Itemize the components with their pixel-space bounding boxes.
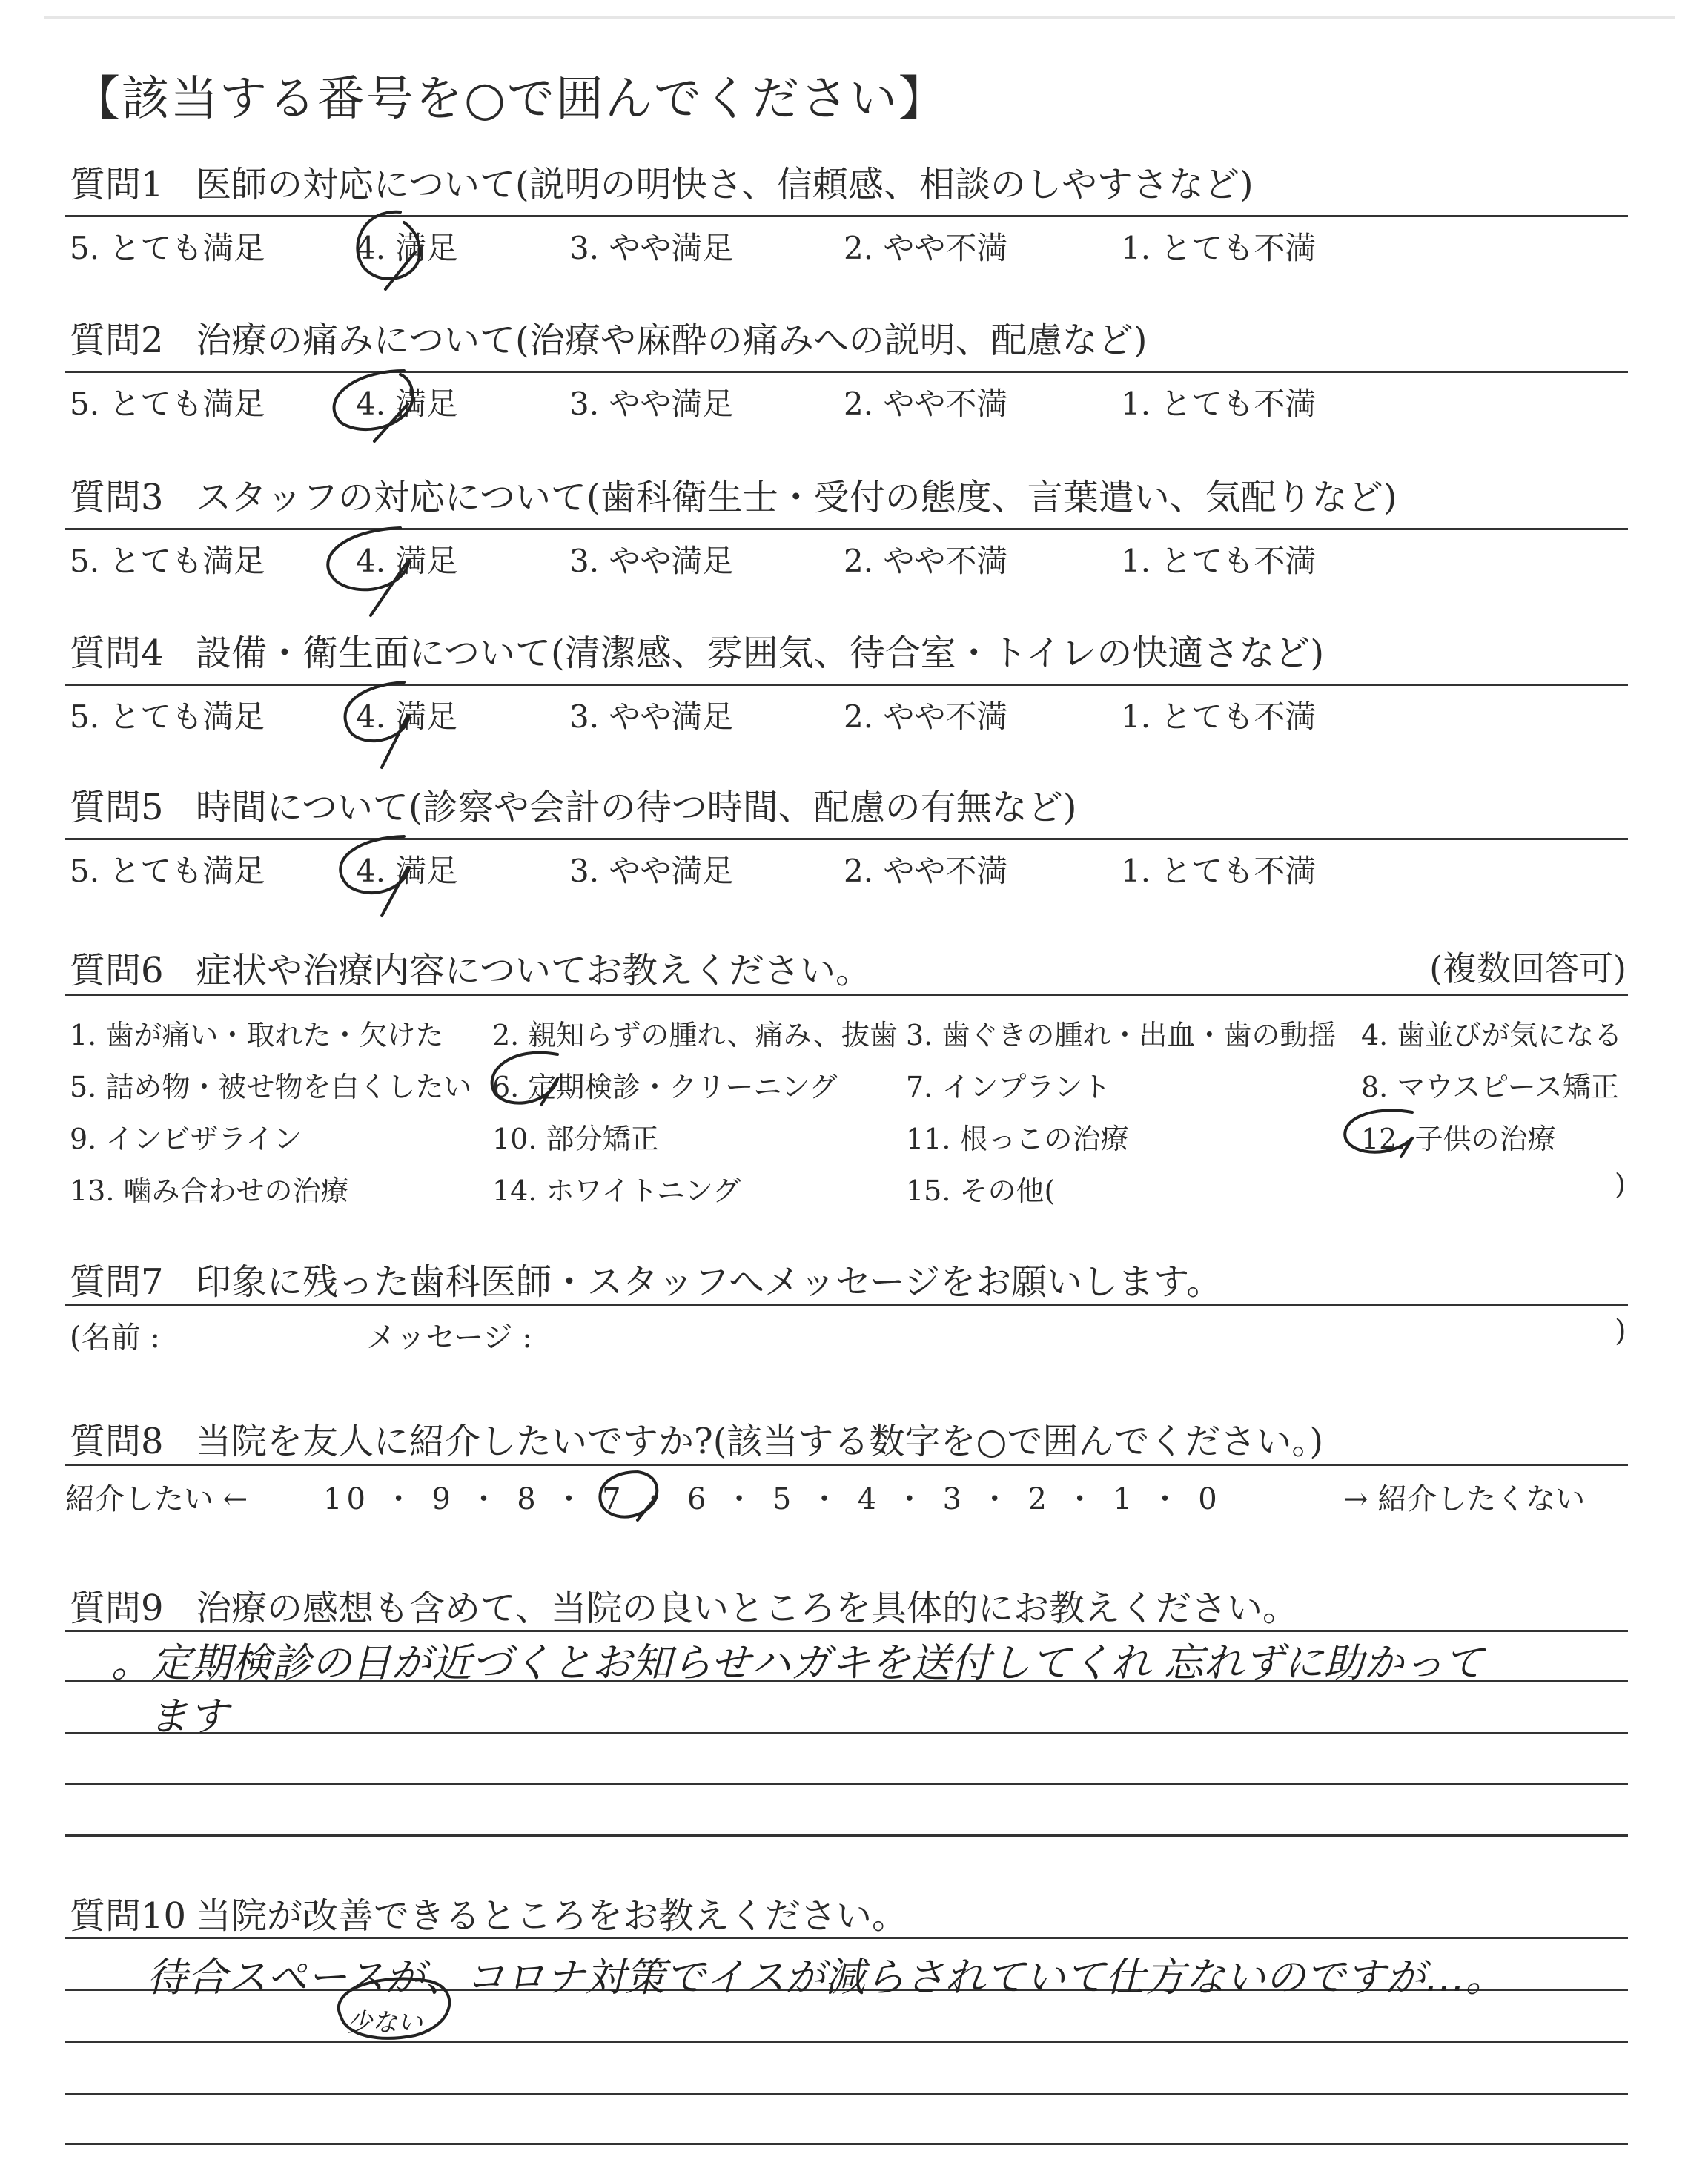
rating-option-2[interactable]: 2. やや不満: [844, 386, 1008, 422]
question-number: 質問10: [70, 1895, 187, 1937]
q6-option-6[interactable]: 6. 定期検診・クリーニング: [492, 1071, 838, 1103]
rating-option-2[interactable]: 2. やや不満: [844, 543, 1008, 579]
question-9: [70, 1579, 1298, 1631]
rule-line: [65, 2041, 1628, 2043]
question-number: 質問4: [70, 633, 164, 674]
rule-line: [65, 215, 1628, 217]
rating-option-1[interactable]: 1. とても不満: [1121, 543, 1317, 579]
question-7: [70, 1253, 1222, 1304]
question-text: 治療の痛みについて(治療や麻酔の痛みへの説明、配慮など): [196, 320, 1148, 361]
q6-option-3[interactable]: 3. 歯ぐきの腫れ・出血・歯の動揺: [906, 1019, 1337, 1051]
q6-option-8[interactable]: 8. マウスピース矯正: [1361, 1071, 1619, 1103]
recommend-left-label: 紹介したい ←: [65, 1482, 248, 1516]
rule-line: [65, 684, 1628, 686]
rule-line: [65, 371, 1628, 373]
rating-option-5[interactable]: 5. とても満足: [70, 543, 265, 579]
question-number: 質問2: [70, 320, 164, 361]
question-5: [70, 779, 1077, 830]
rule-line: [65, 838, 1628, 840]
rating-option-4[interactable]: 4. 満足: [356, 386, 458, 422]
rating-option-1[interactable]: 1. とても不満: [1121, 853, 1317, 889]
q6-option-1[interactable]: 1. 歯が痛い・取れた・欠けた: [70, 1019, 444, 1051]
q6-option-7[interactable]: 7. インプラント: [906, 1071, 1111, 1103]
q6-option-12[interactable]: 12. 子供の治療: [1361, 1123, 1556, 1155]
q6-option-13[interactable]: 13. 噛み合わせの治療: [70, 1175, 349, 1207]
question-number: 質問1: [70, 164, 164, 205]
rating-option-2[interactable]: 2. やや不満: [844, 230, 1008, 266]
question-text: 印象に残った歯科医師・スタッフへメッセージをお願いします。: [196, 1261, 1222, 1303]
question-number: 質問9: [70, 1588, 164, 1629]
question-text: 当院を友人に紹介したいですか?(該当する数字を○で囲んでください。): [196, 1421, 1324, 1462]
q6-option-14[interactable]: 14. ホワイトニング: [492, 1175, 741, 1207]
rule-line: [65, 994, 1628, 996]
rating-option-2[interactable]: 2. やや不満: [844, 853, 1008, 889]
recommend-right-label: → 紹介したくない: [1343, 1482, 1586, 1516]
rating-option-2[interactable]: 2. やや不満: [844, 698, 1008, 735]
q6-option-4[interactable]: 4. 歯並びが気になる: [1361, 1019, 1623, 1051]
rating-option-5[interactable]: 5. とても満足: [70, 386, 265, 422]
rule-line: [65, 2093, 1628, 2095]
question-3: [70, 469, 1397, 520]
top-edge: [44, 16, 1675, 19]
other-close-paren: ): [1615, 1168, 1626, 1200]
page-title: 【該当する番号を○で囲んでください】: [73, 72, 947, 127]
question-number: 質問3: [70, 477, 164, 518]
question-text: 時間について(診察や会計の待つ時間、配慮の有無など): [196, 787, 1077, 828]
question-number: 質問5: [70, 787, 164, 828]
rule-line: [65, 1783, 1628, 1785]
rating-option-5[interactable]: 5. とても満足: [70, 853, 265, 889]
handwritten-answer-q9-line2: ます: [148, 1693, 228, 1740]
rating-option-4[interactable]: 4. 満足: [356, 698, 458, 735]
question-text: 当院が改善できるところをお教えください。: [196, 1895, 908, 1937]
question-number: 質問8: [70, 1421, 164, 1462]
question-text: スタッフの対応について(歯科衛生士・受付の態度、言葉遣い、気配りなど): [196, 477, 1397, 518]
q6-option-9[interactable]: 9. インビザライン: [70, 1123, 302, 1155]
rating-option-1[interactable]: 1. とても不満: [1121, 386, 1317, 422]
rating-option-3[interactable]: 3. やや満足: [569, 230, 734, 266]
question-1: [70, 156, 1254, 207]
rating-option-4[interactable]: 4. 満足: [356, 543, 458, 579]
rating-option-5[interactable]: 5. とても満足: [70, 230, 265, 266]
name-label: (名前 :: [70, 1321, 160, 1355]
question-number: 質問6: [70, 950, 164, 991]
close-paren: ): [1615, 1314, 1626, 1348]
rule-line: [65, 1834, 1628, 1837]
q6-option-10[interactable]: 10. 部分矯正: [492, 1123, 659, 1155]
rule-line: [65, 1304, 1628, 1306]
rating-option-1[interactable]: 1. とても不満: [1121, 698, 1317, 735]
question-6: [70, 942, 871, 993]
question-4: [70, 624, 1324, 676]
question-8: [70, 1413, 1323, 1464]
question-number: 質問7: [70, 1261, 164, 1303]
question-text: 症状や治療内容についてお教えください。: [196, 950, 872, 991]
q6-option-2[interactable]: 2. 親知らずの腫れ、痛み、抜歯: [492, 1019, 898, 1051]
q6-option-11[interactable]: 11. 根っこの治療: [906, 1123, 1129, 1155]
question-10: [70, 1887, 907, 1938]
recommend-scale: 10 ・ 9 ・ 8 ・ 7 ・ 6 ・ 5 ・ 4 ・ 3 ・ 2 ・ 1 ・ 0: [323, 1482, 1222, 1516]
handwritten-insert-q10: 少ない: [347, 2008, 423, 2038]
question-text: 治療の感想も含めて、当院の良いところを具体的にお教えください。: [196, 1588, 1299, 1629]
rating-option-5[interactable]: 5. とても満足: [70, 698, 265, 735]
q6-option-5[interactable]: 5. 詰め物・被せ物を白くしたい: [70, 1071, 472, 1103]
rating-option-3[interactable]: 3. やや満足: [569, 698, 734, 735]
rule-line: [65, 528, 1628, 530]
rule-line: [65, 1732, 1628, 1734]
rating-option-1[interactable]: 1. とても不満: [1121, 230, 1317, 266]
rating-option-3[interactable]: 3. やや満足: [569, 543, 734, 579]
message-label: メッセージ :: [366, 1321, 532, 1355]
rating-option-3[interactable]: 3. やや満足: [569, 853, 734, 889]
q6-option-15[interactable]: 15. その他(: [906, 1175, 1056, 1207]
question-text: 設備・衛生面について(清潔感、雰囲気、待合室・トイレの快適さなど): [196, 633, 1325, 674]
rating-option-4[interactable]: 4. 満足: [356, 230, 458, 266]
rule-line: [65, 1937, 1628, 1939]
handwritten-answer-q10: 待合スペースが、コロナ対策でイスが減らされていて仕方ないのですが…。: [147, 1954, 1506, 2001]
rating-option-4[interactable]: 4. 満足: [356, 853, 458, 889]
question-text: 医師の対応について(説明の明快さ、信頼感、相談のしやすさなど): [196, 164, 1254, 205]
rule-line: [65, 1464, 1628, 1466]
rule-line: [65, 2143, 1628, 2145]
rating-option-3[interactable]: 3. やや満足: [569, 386, 734, 422]
multiple-answer-note: (複数回答可): [1429, 948, 1626, 988]
question-2: [70, 311, 1148, 363]
handwritten-answer-q9-line1: 。定期検診の日が近づくとお知らせハガキを送付してくれ 忘れずに助かって: [111, 1639, 1484, 1686]
